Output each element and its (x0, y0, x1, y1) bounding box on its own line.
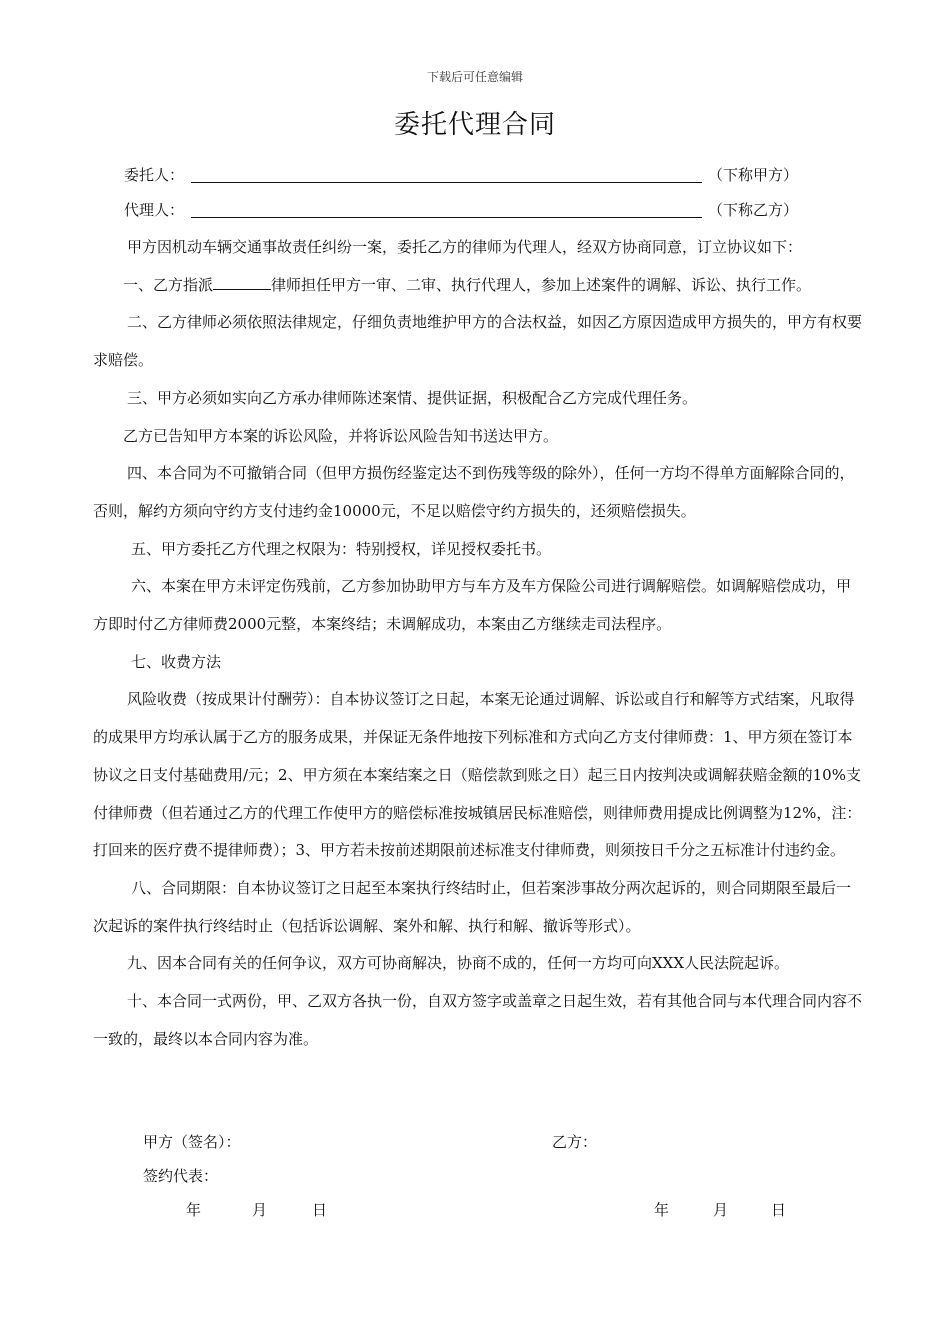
party-a-day: 日 (312, 1201, 328, 1219)
clause-10: 十、本合同一式两份，甲、乙双方各执一份，自双方签字或盖章之日起生效，若有其他合同与本代理合同内容不一致的，最终以本合同内容为准。 (93, 992, 863, 1048)
clause-3: 三、甲方必须如实向乙方承办律师陈述案情、提供证据，积极配合乙方完成代理任务。 (127, 388, 698, 407)
clause-7-fees: 风险收费（按成果计付酬劳）：自本协议签订之日起，本案无论通过调解、诉讼或自行和解等方式结案，凡取得的成果甲方均承认属于乙方的服务成果，并保证无条件地按下列标准和方式向乙方支付律师费：1、甲方须在签订本协议之日支付基础费用/元；2、甲方须在本案结案之日（赔偿款到账之日）起三日内按判决或调解获赔金额的10%支付律师费（但若通过乙方的代理工作使甲方的赔偿标准按城镇居民标准赔偿，则律师费用提成比例调整为12%，注：打回来的医疗费不提律师费）；3、甲方若未按前述期限前述标准支付律师费，则须按日千分之五标准计付违约金。 (93, 690, 862, 860)
clause-8: 八、合同期限：自本协议签订之日起至本案执行终结时止，但若案涉事故分两次起诉的，则合同期限至最后一次起诉的案件执行终结时止（包括诉讼调解、案外和解、执行和解、撤诉等形式）。 (93, 878, 852, 935)
clause-1-start: 一、乙方指派 (123, 275, 214, 294)
clause-7-heading: 七、收费方法 (131, 652, 222, 671)
clause-1-end: 律师担任甲方一审、二审、执行代理人，参加上述案件的调解、诉讼、执行工作。 (271, 275, 812, 294)
party-a-signature-label: 甲方（签名）： (143, 1133, 241, 1151)
clause-3-note: 乙方已告知甲方本案的诉讼风险，并将诉讼风险告知书送达甲方。 (123, 426, 559, 445)
lawyer-name-blank (213, 275, 271, 290)
clause-5: 五、甲方委托乙方代理之权限为：特别授权，详见授权委托书。 (131, 539, 552, 558)
party-a-year: 年 (186, 1201, 202, 1219)
clause-9: 九、因本合同有关的任何争议，双方可协商解决，协商不成的，任何一方均可向XXX人民法院起诉。 (127, 954, 790, 973)
agent-line (124, 199, 824, 221)
clause-4: 四、本合同为不可撤销合同（但甲方损伤经鉴定达不到伤残等级的除外），任何一方均不得单方面解除合同的，否则，解约方须向守约方支付违约金10000元，不足以赔偿守约方损失的，还须赔偿损失。 (93, 464, 855, 520)
clause-1 (93, 267, 865, 305)
page-header-note: 下载后可任意编辑 (426, 70, 523, 84)
intro-paragraph: 甲方因机动车辆交通事故责任纠纷一案，委托乙方的律师为代理人，经双方协商同意，订立协议如下： (127, 238, 803, 256)
client-suffix: （下称甲方） (708, 166, 799, 184)
party-a-month: 月 (252, 1201, 268, 1219)
clause-2: 二、乙方律师必须依照法律规定，仔细负责地维护甲方的合法权益，如因乙方原因造成甲方损失的，甲方有权要求赔偿。 (93, 313, 863, 370)
agent-blank (191, 217, 702, 218)
party-b-day: 日 (771, 1201, 787, 1219)
client-label: 委托人： (124, 166, 185, 184)
representative-label: 签约代表： (143, 1167, 219, 1185)
contract-body (93, 229, 865, 1058)
client-line (124, 164, 824, 186)
party-b-signature-label: 乙方： (552, 1133, 598, 1151)
agent-label: 代理人： (124, 201, 185, 219)
party-b-year: 年 (654, 1201, 670, 1219)
party-b-month: 月 (713, 1201, 729, 1219)
clause-6: 六、本案在甲方未评定伤残前，乙方参加协助甲方与车方及车方保险公司进行调解赔偿。如调解赔偿成功，甲方即时付乙方律师费2000元整，本案终结；未调解成功，本案由乙方继续走司法程序。 (93, 577, 852, 634)
agent-suffix: （下称乙方） (708, 201, 799, 219)
document-title: 委托代理合同 (393, 110, 556, 140)
client-blank (191, 182, 702, 183)
